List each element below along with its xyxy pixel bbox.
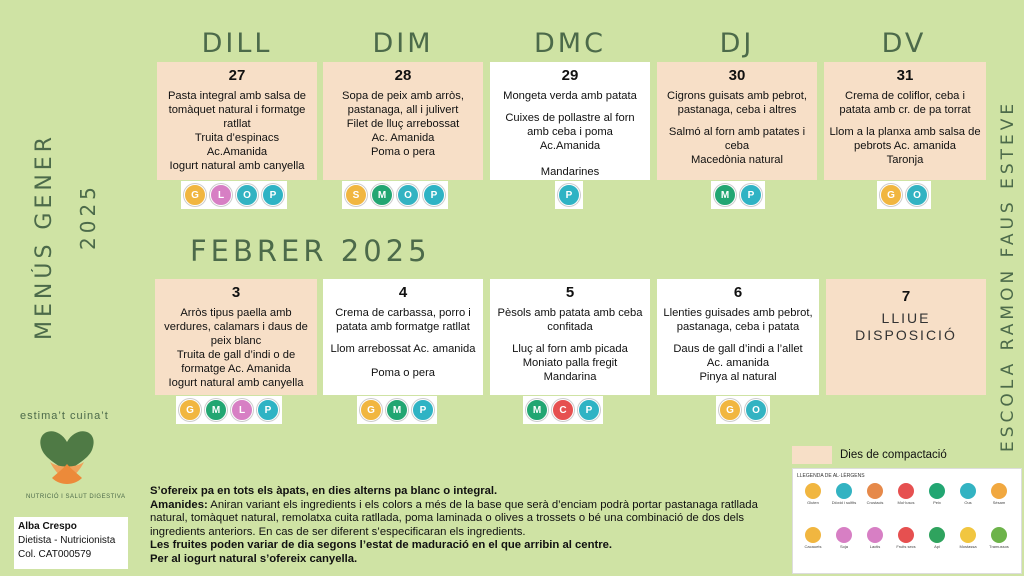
dish: Crema de coliflor, ceba i patata amb cr. de pa torrat [839,90,971,116]
dish: Ac.Amanida [206,146,268,158]
allergen-legend-label: Api [934,544,940,549]
dish: Truita de gall d’indi o de formatge Ac. Amanida [176,349,296,375]
brand-tagline: NUTRICIÓ I SALUT DIGESTIVA [26,494,126,500]
mollusc-icon: M [526,399,548,421]
allergen-legend-dot [898,483,914,499]
mollusc-icon: M [205,399,227,421]
allergen-legend-label: Diòxid i sulfits [831,500,857,505]
allergen-legend-label: Cacauets [804,544,822,549]
allergen-legend-label: Gluten [807,500,819,505]
egg-icon: O [397,184,419,206]
dish [661,117,813,125]
allergen-legend-item [923,483,951,505]
allergen-row-5 [523,396,603,424]
free-day-label: DISPOSICIÓ [855,327,957,343]
menus-title: MENÚS GENER [32,133,57,340]
day-number: 28 [394,67,412,84]
allergen-row-4 [357,396,437,424]
weekday-thu: DJ [719,28,755,59]
allergen-legend-item [954,483,982,505]
allergen-legend-dot [991,483,1007,499]
day-number: 3 [231,284,241,301]
gluten-icon: G [179,399,201,421]
allergen-legend-dot [867,483,883,499]
dish: Truita d’espinacs [194,132,280,144]
day-number: 6 [733,284,743,301]
gluten-icon: G [880,184,902,206]
allergen-legend-item [892,527,920,549]
day-number: 29 [561,67,579,84]
nutritionist-card [14,517,128,569]
dish [828,117,982,125]
dish: Cigrons guisats amb pebrot, pastanaga, ceba i altres [667,90,807,116]
day-number: 4 [398,284,408,301]
allergen-legend-dot [929,483,945,499]
allergen-legend-item [861,527,889,549]
menu-card-6 [657,279,819,395]
menu-card-3 [155,279,317,395]
allergen-legend-item [799,527,827,549]
dish: Lluç al forn amb picada [512,343,628,355]
allergen-legend-dot [929,527,945,543]
fish-icon: P [257,399,279,421]
school-name: ESCOLA RAMON FAUS ESTEVE [998,99,1018,452]
dish: Ac. amanida [706,357,770,369]
allergen-legend-dot [805,483,821,499]
dish: Arròs tipus paella amb verdures, calamars i daus de peix blanc [164,307,308,347]
lactose-icon: L [210,184,232,206]
fish-icon: P [262,184,284,206]
allergen-legend-dot [805,527,821,543]
allergen-legend-item [830,483,858,505]
menu-card-5 [490,279,650,395]
dish: Iogurt natural amb canyella [169,160,305,172]
dish: Cuixes de pollastre al forn amb ceba i poma [505,112,635,138]
egg-icon: O [236,184,258,206]
allergen-legend-item [892,483,920,505]
dish [494,153,646,165]
dish: Mandarina [543,371,597,383]
allergen-legend-label: Ous [964,500,972,505]
allergen-legend-dot [898,527,914,543]
menu-card-29 [490,62,650,180]
menu-card-30 [657,62,817,180]
egg-icon: O [745,399,767,421]
dish [494,334,646,342]
dish: Mandarines [540,166,600,178]
allergen-legend-dot [960,483,976,499]
crustacean-icon: C [552,399,574,421]
dish: Pèsols amb patata amb ceba confitada [497,307,643,333]
dish: Poma o pera [370,367,436,379]
weekday-wed: DMC [534,28,606,59]
allergen-legend-label: Mostassa [959,544,977,549]
dish: Sopa de peix amb arròs, pastanaga, all i julivert [342,90,464,116]
allergen-legend-item [830,527,858,549]
allergen-legend-item [954,527,982,549]
dish: Pasta integral amb salsa de tomàquet natural i formatge ratllat [167,90,307,130]
dish: Llom a la planxa amb salsa de pebrots Ac. amanida [829,126,981,152]
free-day-label: LLIUE [881,310,931,326]
menu-card-31 [824,62,986,180]
dish: Salmó al forn amb patates i ceba [668,126,806,152]
allergen-legend [792,468,1022,574]
note-salads: Amanides: Aniran variant els ingredients i els colors a més de la base que serà d’enciam podrà portar pastanaga ratllada natural, tomàquet natural, remolatxa cuita ratllada, poma laminada o olives a trossets o bé una combinació de dos dels ingredients anteriors. En cas de ser diferent s’especificaran els ingredients. [150,498,758,538]
fish-icon: P [558,184,580,206]
allergen-row-6 [716,396,770,424]
allergen-legend-label: Peix [933,500,941,505]
dish: Macedònia natural [690,154,784,166]
compaction-swatch [792,446,832,464]
weekday-mon: DILL [201,28,273,59]
dish: Poma o pera [370,146,436,158]
menu-notes [150,485,770,567]
note-yogurt: Per al iogurt natural s’ofereix canyella. [150,552,358,565]
dish: Moniato palla fregit [522,357,618,369]
allergen-row-31 [877,181,931,209]
allergen-row-27 [181,181,287,209]
allergen-row-28 [342,181,448,209]
dish: Taronja [886,154,924,166]
menu-card-4 [323,279,483,395]
egg-icon: O [906,184,928,206]
mollusc-icon: M [386,399,408,421]
allergen-legend-title: LLEGENDA DE AL·LÈRGENS [797,473,865,479]
month-heading-february: FEBRER 2025 [190,234,431,268]
note-fruits: Les fruites poden variar de dia segons l’estat de maduració en el que arribin al centre. [150,539,613,552]
allergen-legend-label: Crustacis [866,500,884,505]
dish [327,356,479,366]
dish: Iogurt natural amb canyella [168,377,304,389]
day-number: 31 [896,67,914,84]
allergen-legend-item [985,483,1013,505]
sulphite-icon: S [345,184,367,206]
nutritionist-name: Alba Crespo [18,521,77,532]
allergen-legend-item [861,483,889,505]
day-number: 5 [565,284,575,301]
allergen-legend-dot [836,483,852,499]
gluten-icon: G [360,399,382,421]
dish: Crema de carbassa, porro i patata amb formatge ratllat [335,307,471,333]
dish [327,334,479,342]
menu-card-28 [323,62,483,180]
fish-icon: P [740,184,762,206]
allergen-legend-label: Sèsam [992,500,1006,505]
brand-logo [12,402,126,512]
fish-icon: P [578,399,600,421]
gluten-icon: G [184,184,206,206]
allergen-legend-item [799,483,827,505]
dish: Ac. Amanida [371,132,435,144]
allergen-legend-label: Fruits secs [896,544,916,549]
day-number: 30 [728,67,746,84]
weekday-fri: DV [881,28,927,59]
dish: Daus de gall d’indi a l’allet [673,343,803,355]
fish-icon: P [412,399,434,421]
dish [661,334,815,342]
allergen-row-29 [555,181,583,209]
brand-arc-text: estima’t cuina’t [20,410,109,422]
allergen-legend-label: Soja [839,544,848,549]
nutritionist-col: Col. CAT000579 [18,549,92,560]
dish: Ac.Amanida [539,140,601,152]
lactose-icon: L [231,399,253,421]
allergen-legend-label: Mol·luscs [897,500,915,505]
menus-year: 2025 [76,183,100,250]
mollusc-icon: M [714,184,736,206]
dish: Llenties guisades amb pebrot, pastanaga, ceba i patata [663,307,813,333]
dish: Llom arrebossat Ac. amanida [330,343,476,355]
allergen-legend-item [985,527,1013,549]
gluten-icon: G [719,399,741,421]
compaction-label: Dies de compactació [840,449,947,461]
allergen-legend-item [923,527,951,549]
allergen-row-3 [176,396,282,424]
dish: Filet de lluç arrebossat [346,118,460,130]
day-number: 7 [901,288,911,305]
allergen-legend-dot [836,527,852,543]
allergen-legend-dot [960,527,976,543]
allergen-legend-label: Tramussos [989,544,1009,549]
fish-icon: P [423,184,445,206]
menu-card-7 [826,279,986,395]
weekday-tue: DIM [372,28,434,59]
day-number: 27 [228,67,246,84]
dish: Mongeta verda amb patata [503,90,637,102]
allergen-legend-dot [867,527,883,543]
nutritionist-role: Dietista - Nutricionista [18,535,116,546]
allergen-legend-label: Lactis [869,544,881,549]
allergen-row-30 [711,181,765,209]
note-bread: S’ofereix pa en tots els àpats, en dies alterns pa blanc o integral. [150,485,498,497]
dish: Pinya al natural [699,371,777,383]
dish [494,103,646,111]
mollusc-icon: M [371,184,393,206]
menu-card-27 [157,62,317,180]
allergen-legend-dot [991,527,1007,543]
